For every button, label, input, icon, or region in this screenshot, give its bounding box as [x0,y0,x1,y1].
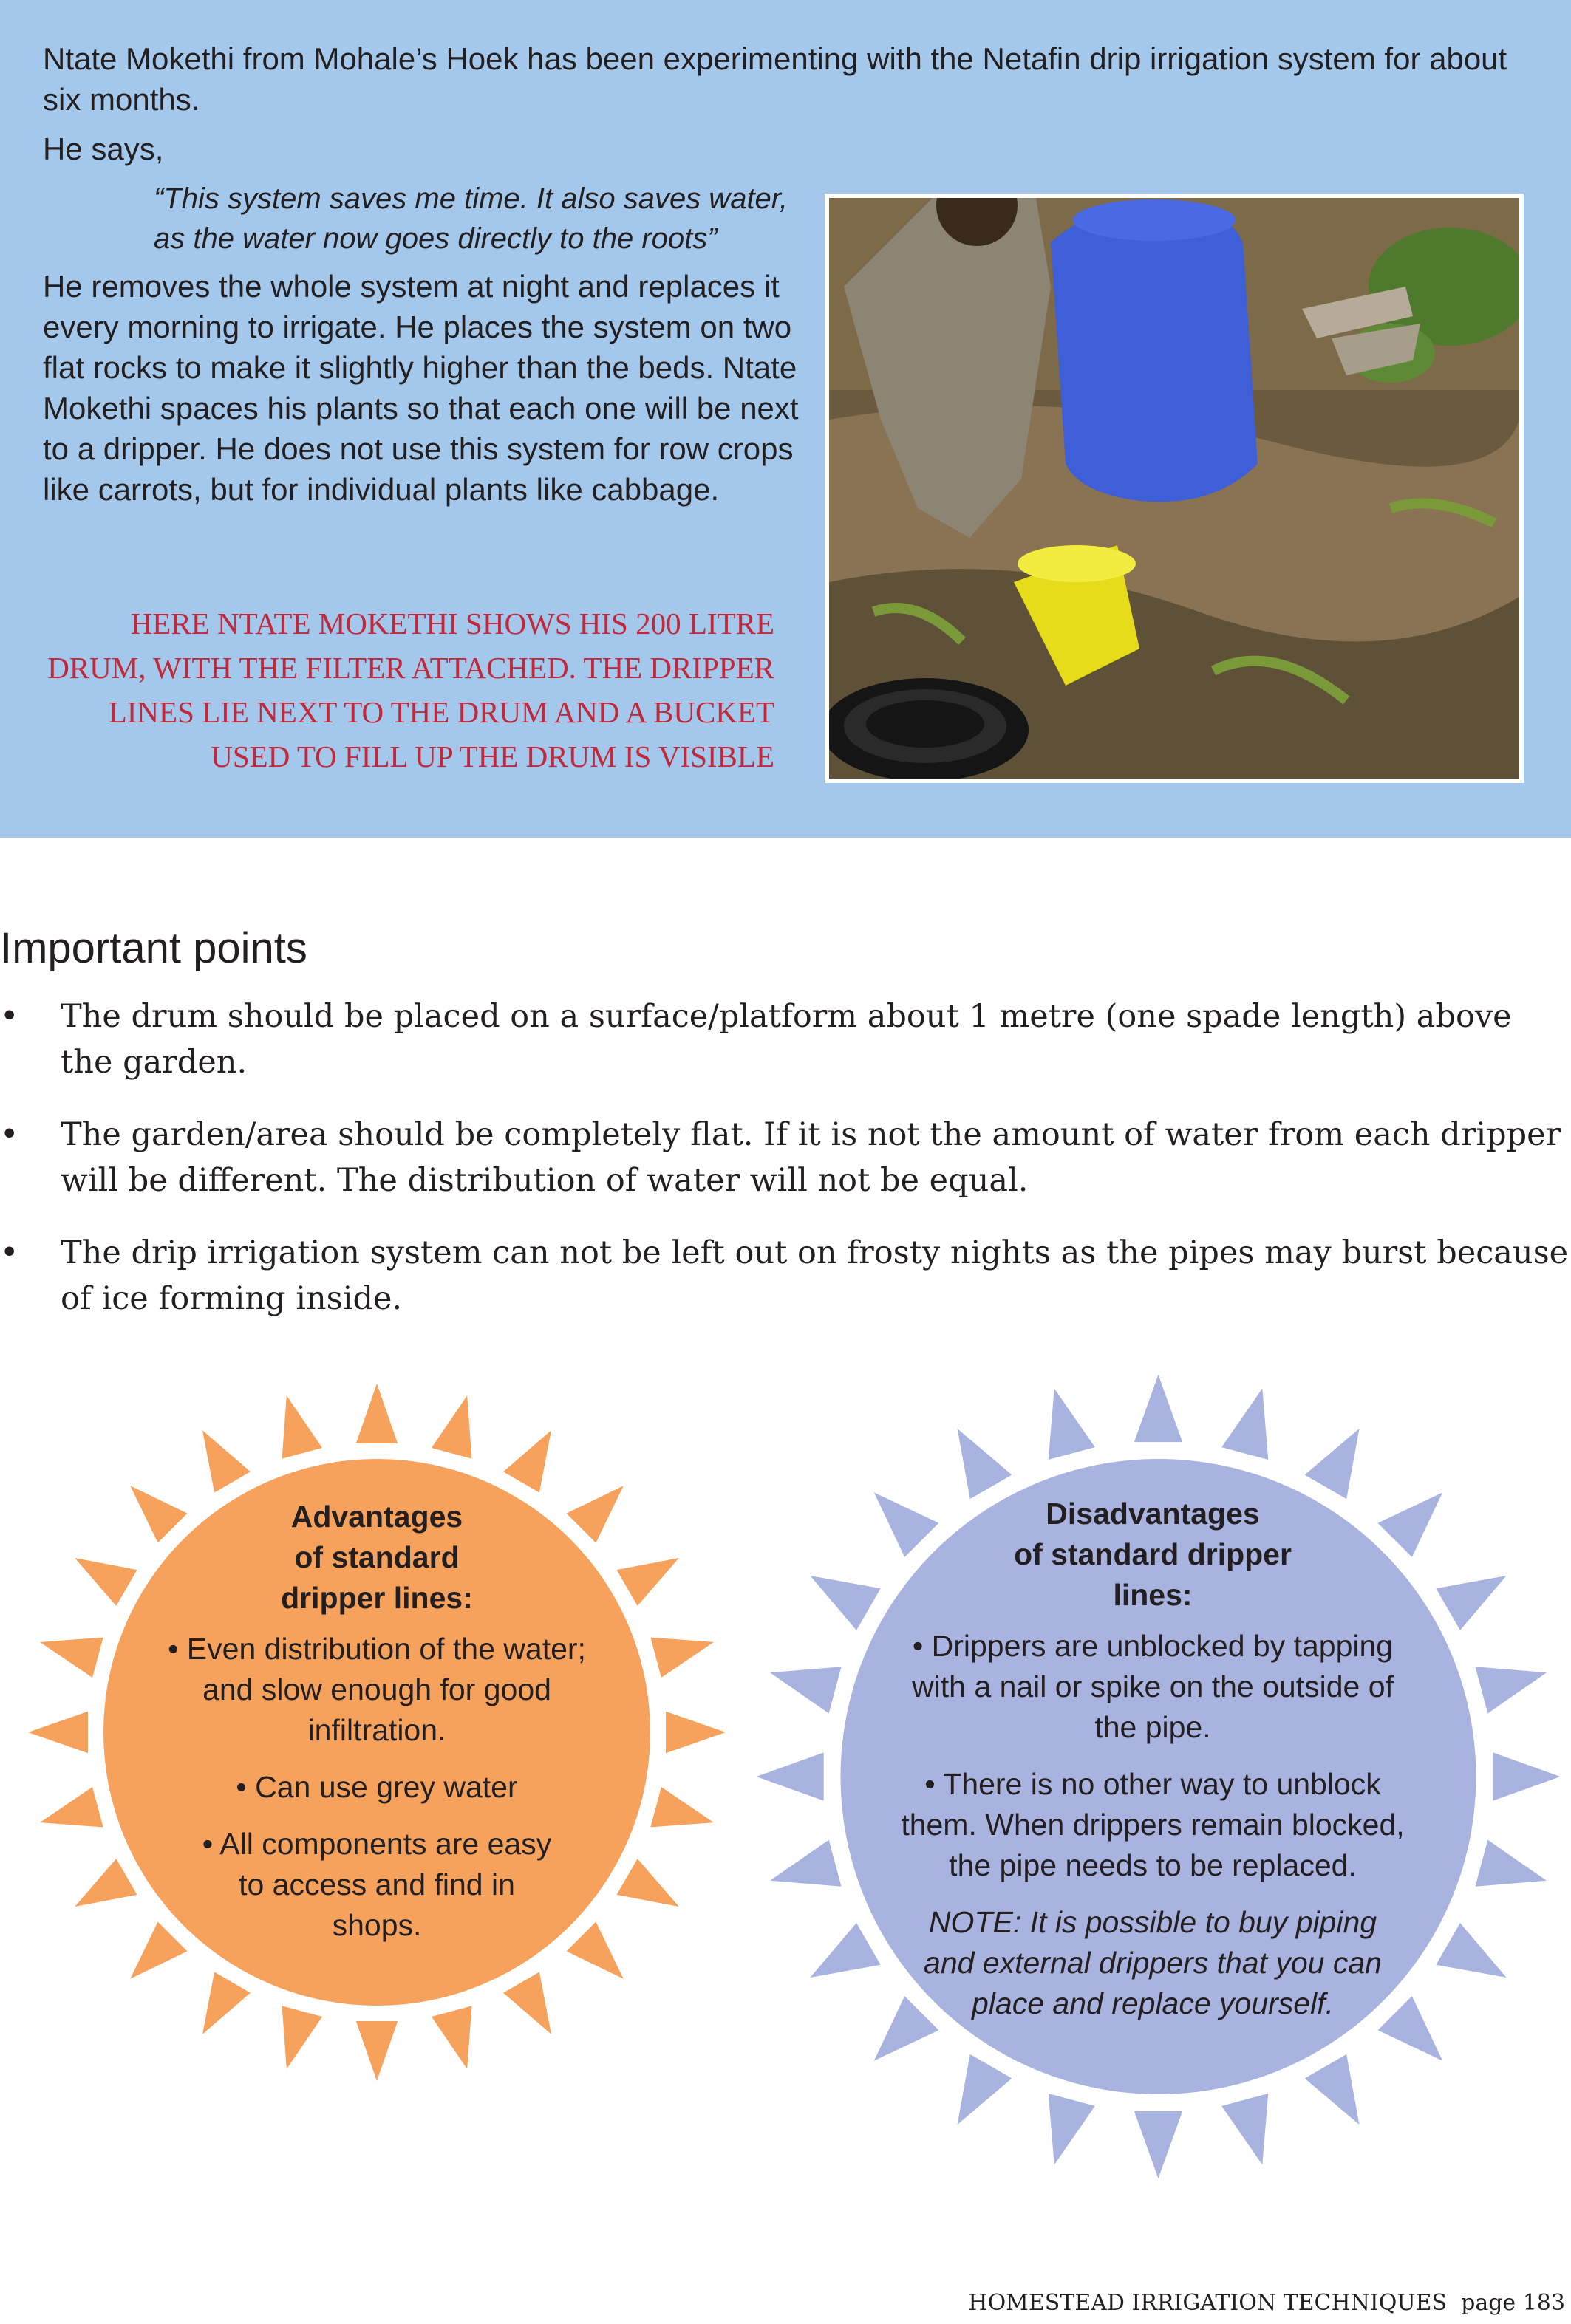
point-text: The drum should be placed on a surface/platform about 1 metre (one spade length) above the garden. [61,998,1512,1081]
sun-ray [202,1430,251,1492]
bullet-icon: • [0,998,19,1035]
sun-ray [1305,1429,1360,1499]
sun-ray [432,1395,471,1459]
list-item [0,994,1571,1085]
disadvantages-title-line: Disadvantages [1046,1497,1260,1531]
list-item [0,1112,1571,1203]
sun-ray [503,1972,551,2034]
sun-ray [1221,2094,1268,2165]
sun-ray [650,1638,714,1678]
photo-caption: HERE NTATE MOKETHI SHOWS HIS 200 LITRE DRUM, WITH THE FILTER ATTACHED. THE DRIPPER LINES LIE NEXT TO THE DRUM AND A BUCKET USED TO FILL UP THE DRUM IS VISIBLE [47,606,774,773]
bullet-icon: • [0,1234,19,1271]
farmer-quote [154,179,789,259]
important-points-heading: Important points [0,924,307,972]
disadvantages-note: NOTE: It is possible to buy piping and external drippers that you can place and replace yourself. [924,1905,1382,2020]
disadvantages-title-line: lines: [1113,1578,1193,1612]
sun-ray [810,1923,880,1978]
disadvantages-title [887,1494,1419,1616]
sun-ray [666,1712,726,1753]
intro-paragraph: Ntate Mokethi from Mohale’s Hoek has been experimenting with the Netafin drip irrigation system for about six months. [43,41,1507,117]
advantage-item: • Can use grey water [236,1770,518,1804]
sun-ray [1475,1667,1547,1713]
sun-ray [1221,1389,1268,1460]
sun-ray [1134,2111,1182,2178]
sun-ray [770,1840,842,1887]
point-text: The garden/area should be completely flat. If it is not the amount of water from each dripper will be different. The distribution of water will not be equal. [61,1116,1561,1199]
important-points-list [0,994,1571,1348]
point-text: The drip irrigation system can not be left out on frosty nights as the pipes may burst because of ice forming inside. [61,1234,1569,1317]
disadvantages-title-line: of standard dripper [1014,1537,1292,1571]
sun-ray [1475,1840,1547,1887]
sun-ray [1436,1923,1506,1978]
photo-illustration [829,198,1519,779]
list-item [0,1230,1571,1322]
sun-ray [356,1384,398,1443]
sun-ray [1305,2054,1360,2125]
sun-ray [1436,1576,1506,1630]
advantages-title-line: Advantages [290,1500,463,1534]
quote-line-2: as the water now goes directly to the roots” [154,222,718,255]
story-body: He removes the whole system at night and replaces it every morning to irrigate. He places the system on two flat rocks to make it slightly higher than the beds. Ntate Mokethi spaces his plants so that each one will be next to a dripper. He does not use this system for row crops like carrots, but for individual plants like cabbage. [43,269,799,507]
sun-ray [617,1558,679,1606]
case-study-box [0,0,1571,838]
quote-line-1: “This system saves me time. It also saves water, [154,182,788,215]
advantages-title [140,1497,613,1619]
disadvantages-panel [887,1494,1419,2024]
advantages-title-line: of standard [294,1540,460,1574]
sun-ray [958,1429,1012,1499]
sun-ray [770,1667,842,1713]
sun-ray [282,2006,322,2069]
sun-ray [503,1430,551,1492]
bullet-icon: • [0,1116,19,1153]
advantage-item: • All components are easy to access and find in shops. [202,1827,552,1942]
sun-ray [28,1712,88,1753]
sun-ray [617,1859,679,1907]
sun-ray [40,1638,103,1678]
advantage-item: • Even distribution of the water; and slow enough for good infiltration. [168,1632,586,1747]
sun-ray [40,1787,103,1827]
advantages-title-line: dripper lines: [281,1581,473,1615]
sun-ray [958,2054,1012,2125]
sun-ray [810,1576,880,1630]
sun-ray [650,1787,714,1827]
advantages-panel [140,1497,613,1962]
disadvantage-item: • Drippers are unblocked by tapping with a nail or spike on the outside of the pipe. [912,1629,1394,1744]
sun-ray [282,1395,322,1459]
sun-ray [1493,1752,1560,1800]
sun-ray [432,2006,471,2069]
sun-ray [75,1558,137,1606]
farmer-drum-photo [825,194,1524,783]
sun-ray [1049,2094,1095,2165]
sun-ray [202,1972,251,2034]
page-number: page 183 [1461,2290,1565,2316]
page-footer [968,2290,1565,2316]
sun-ray [75,1859,137,1907]
footer-title: HOMESTEAD IRRIGATION TECHNIQUES [968,2290,1448,2316]
says-label: He says, [43,131,164,166]
sun-ray [356,2021,398,2081]
sun-ray [757,1752,824,1800]
disadvantage-item: • There is no other way to unblock them. When drippers remain blocked, the pipe needs to be replaced. [901,1767,1405,1882]
sun-ray [1134,1375,1182,1442]
sun-ray [1049,1389,1095,1460]
